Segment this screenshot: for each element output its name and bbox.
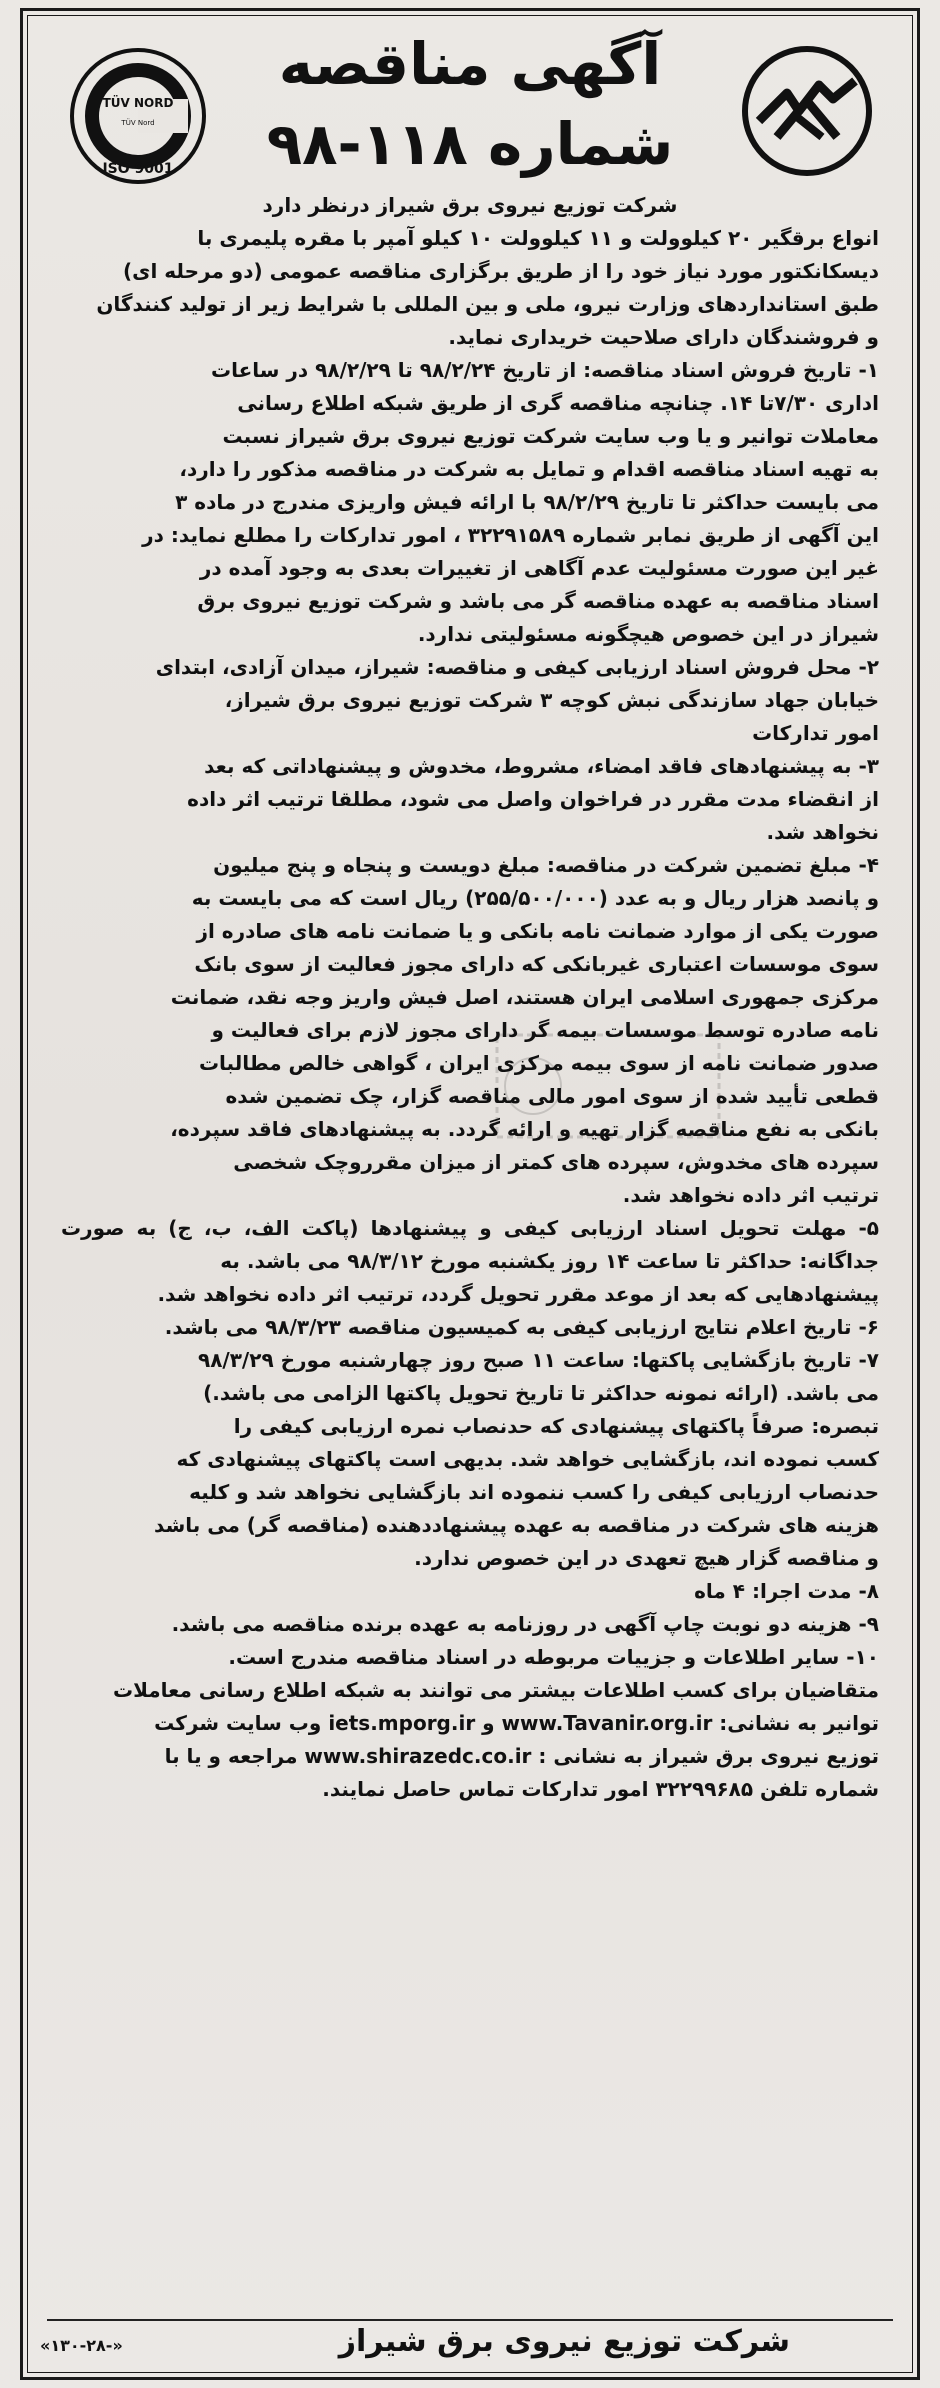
section-text: و مناقصه گزار هیچ تعهدی در این خصوص ندارد. xyxy=(414,1546,879,1570)
section-text: نخواهد شد. xyxy=(766,820,879,844)
section-line xyxy=(61,585,879,618)
iso-logo-top-text: TÜV NORD xyxy=(102,96,174,110)
section-line xyxy=(61,1641,879,1674)
section-line xyxy=(61,552,879,585)
section-heading: ۳- xyxy=(858,754,879,778)
section-line xyxy=(61,651,879,684)
intro-line: شرکت توزیع نیروی برق شیراز درنظر دارد xyxy=(262,193,678,217)
tavanir-logo-icon xyxy=(737,41,877,181)
section-line xyxy=(61,948,879,981)
section-text: خیابان جهاد سازندگی نبش کوچه ۳ شرکت توزیع نیروی برق شیراز، xyxy=(224,688,879,712)
section-heading: ۱۰- xyxy=(846,1645,879,1669)
section-heading: تبصره: xyxy=(811,1414,879,1438)
ad-body xyxy=(61,189,879,1806)
section-line xyxy=(61,750,879,783)
section-line xyxy=(61,618,879,651)
section-text: جداگانه: حداکثر تا ساعت ۱۴ روز یکشنبه مورخ ۹۸/۳/۱۲ می باشد. به xyxy=(220,1249,879,1273)
section-line xyxy=(61,1509,879,1542)
section-line xyxy=(61,1278,879,1311)
section-text: حدنصاب ارزیابی کیفی را کسب ننموده اند بازگشایی نخواهد شد و کلیه xyxy=(189,1480,879,1504)
section-text: صرفاً پاکتهای پیشنهادی که حدنصاب نمره ارزیابی کیفی را xyxy=(233,1414,805,1438)
section-line xyxy=(61,1377,879,1410)
ad-number: شماره ۱۱۸-۹۸ xyxy=(266,110,674,178)
section-line xyxy=(61,915,879,948)
ad-title: آگهی مناقصه xyxy=(278,30,662,98)
section-text: از تاریخ ۹۸/۲/۲۴ تا ۹۸/۲/۲۹ در ساعات xyxy=(211,358,577,382)
section-line xyxy=(61,1113,879,1146)
intro-line: دیسکانکتور مورد نیاز خود را از طریق برگزاری مناقصه عمومی (دو مرحله ای) xyxy=(123,259,879,283)
section-heading: ۲- محل فروش اسناد ارزیابی کیفی و مناقصه: xyxy=(426,655,879,679)
section-text: مبلغ دویست و پنجاه و پنج میلیون xyxy=(213,853,540,877)
section-text: سایر اطلاعات و جزییات مربوطه در اسناد مناقصه مندرج است. xyxy=(228,1645,840,1669)
section-heading: ۹- xyxy=(858,1612,879,1636)
section-text: و پانصد هزار ریال و به عدد (۲۵۵/۵۰۰/۰۰۰) ریال است که می بایست به xyxy=(191,886,879,910)
closing-line: شماره تلفن ۳۲۲۹۹۶۸۵ امور تدارکات تماس حاصل نمایند. xyxy=(322,1777,879,1801)
sections-list xyxy=(61,354,879,1674)
section-line xyxy=(61,1443,879,1476)
intro-line: و فروشندگان دارای صلاحیت خریداری نماید. xyxy=(448,325,879,349)
section-line xyxy=(61,1476,879,1509)
section-text: ساعت ۱۱ صبح روز چهارشنبه مورخ ۹۸/۳/۲۹ xyxy=(198,1348,625,1372)
section-line xyxy=(61,1212,879,1278)
section-text: شیراز در این خصوص هیچگونه مسئولیتی ندارد. xyxy=(417,622,879,646)
section-line xyxy=(61,1080,879,1113)
section-line xyxy=(61,1344,879,1377)
section-line xyxy=(61,849,879,882)
closing-line: توزیع نیروی برق شیراز به نشانی : www.shirazedc.co.ir مراجعه و یا با xyxy=(164,1744,879,1768)
section-text: به تهیه اسناد مناقصه اقدام و تمایل به شرکت در مناقصه مذکور را دارد، xyxy=(179,457,879,481)
section-text: از انقضاء مدت مقرر در فراخوان واصل می شود، مطلقا ترتیب اثر داده xyxy=(187,787,879,811)
section-text: کسب نموده اند، بازگشایی خواهد شد. بدیهی است پاکتهای پیشنهادی که xyxy=(176,1447,879,1471)
section-text: ترتیب اثر داده نخواهد شد. xyxy=(622,1183,879,1207)
section-line xyxy=(61,486,879,519)
section-line xyxy=(61,1146,879,1179)
section-line xyxy=(61,1608,879,1641)
section-text: بانکی به نفع مناقصه گزار تهیه و ارائه گردد. به پیشنهادهای فاقد سپرده، xyxy=(170,1117,879,1141)
section-text: پیشنهادهایی که بعد از موعد مقرر تحویل گردد، ترتیب اثر داده نخواهد شد. xyxy=(157,1282,879,1306)
section-text: مرکزی جمهوری اسلامی ایران هستند، اصل فیش واریز وجه نقد، ضمانت xyxy=(170,985,879,1009)
section-text: غیر این صورت مسئولیت عدم آگاهی از تغییرات بعدی به وجود آمده در xyxy=(199,556,879,580)
section-text: اسناد مناقصه به عهده مناقصه گر می باشد و شرکت توزیع نیروی برق xyxy=(197,589,879,613)
section-text: سپرده های مخدوش، سپرده های کمتر از میزان مقرروچک شخصی xyxy=(233,1150,879,1174)
section-text: ۴ ماه xyxy=(694,1579,745,1603)
section-text: صدور ضمانت نامه از سوی بیمه مرکزی ایران ، گواهی خالص مطالبات xyxy=(198,1051,879,1075)
section-heading: ۱- تاریخ فروش اسناد مناقصه: xyxy=(583,358,879,382)
section-text: سوی موسسات اعتباری غیربانکی که دارای مجوز فعالیت از سوی بانک xyxy=(194,952,879,976)
iso-logo-bottom-text: ISO 9001 xyxy=(102,161,174,177)
section-line xyxy=(61,717,879,750)
section-line xyxy=(61,1410,879,1443)
closing-line: متقاضیان برای کسب اطلاعات بیشتر می توانند به شبکه اطلاع رسانی معاملات xyxy=(113,1678,879,1702)
intro-line: انواع برقگیر ۲۰ کیلوولت و ۱۱ کیلوولت ۱۰ کیلو آمپر با مقره پلیمری با xyxy=(197,226,879,250)
section-line xyxy=(61,420,879,453)
section-text: این آگهی از طریق نمابر شماره ۳۲۲۹۱۵۸۹ ، امور تدارکات را مطلع نماید: در xyxy=(142,523,879,547)
section-line xyxy=(61,354,879,387)
section-text: هزینه های شرکت در مناقصه به عهده پیشنهاددهنده (مناقصه گر) می باشد xyxy=(154,1513,879,1537)
section-text: امور تدارکات xyxy=(752,721,879,745)
section-text: می باشد. (ارائه نمونه حداکثر تا تاریخ تحویل پاکتها الزامی می باشد.) xyxy=(203,1381,879,1405)
section-text: اداری ۷/۳۰تا ۱۴. چنانچه مناقصه گری از طریق شبکه اطلاع رسانی xyxy=(237,391,879,415)
section-line xyxy=(61,1047,879,1080)
section-line xyxy=(61,387,879,420)
section-line xyxy=(61,519,879,552)
section-line xyxy=(61,684,879,717)
section-text: تاریخ اعلام نتایج ارزیابی کیفی به کمیسیون مناقصه ۹۸/۳/۲۳ می باشد. xyxy=(164,1315,852,1339)
footer-code: «۱۳۰-۲۸-» xyxy=(40,2336,123,2355)
section-line xyxy=(61,1575,879,1608)
section-line xyxy=(61,1179,879,1212)
section-text: صورت یکی از موارد ضمانت نامه بانکی و یا ضمانت نامه های صادره از xyxy=(196,919,879,943)
closing-line: توانیر به نشانی: www.Tavanir.org.ir و iets.mporg.ir وب سایت شرکت xyxy=(154,1711,879,1735)
section-line xyxy=(61,1542,879,1575)
section-text: نامه صادره توسط موسسات بیمه گر دارای مجوز لازم برای فعالیت و xyxy=(211,1018,879,1042)
section-line xyxy=(61,453,879,486)
section-line xyxy=(61,882,879,915)
section-line xyxy=(61,1311,879,1344)
ad-frame xyxy=(20,8,920,2380)
section-line xyxy=(61,981,879,1014)
section-heading: ۴- مبلغ تضمین شرکت در مناقصه: xyxy=(546,853,879,877)
intro-line: طبق استانداردهای وزارت نیرو، ملی و بین المللی با شرایط زیر از تولید کنندگان xyxy=(96,292,879,316)
section-text: می بایست حداکثر تا تاریخ ۹۸/۲/۲۹ با ارائه فیش واریزی مندرج در ماده ۳ xyxy=(175,490,879,514)
section-line xyxy=(61,816,879,849)
section-text: معاملات توانیر و یا وب سایت شرکت توزیع نیروی برق شیراز نسبت xyxy=(222,424,879,448)
section-text: شیراز، میدان آزادی، ابتدای xyxy=(155,655,420,679)
section-text: هزینه دو نوبت چاپ آگهی در روزنامه به عهده برنده مناقصه می باشد. xyxy=(171,1612,852,1636)
section-line xyxy=(61,1014,879,1047)
section-text: قطعی تأیید شده از سوی امور مالی مناقصه گزار، چک تضمین شده xyxy=(225,1084,879,1108)
section-heading: ۶- xyxy=(858,1315,879,1339)
iso-9001-logo-icon xyxy=(63,41,213,191)
section-heading: ۷- تاریخ بازگشایی پاکتها: xyxy=(631,1348,879,1372)
iso-logo-mid-text: TÜV Nord xyxy=(121,119,155,127)
section-text: به پیشنهادهای فاقد امضاء، مشروط، مخدوش و پیشنهاداتی که بعد xyxy=(204,754,852,778)
section-heading: ۵- مهلت تحویل اسناد ارزیابی کیفی و پیشنهادها (پاکت الف، ب، ج) به صورت xyxy=(61,1216,879,1240)
footer-company: شرکت توزیع نیروی برق شیراز xyxy=(338,2324,790,2359)
section-line xyxy=(61,783,879,816)
footer-divider xyxy=(47,2319,893,2321)
section-heading: ۸- مدت اجرا: xyxy=(751,1579,879,1603)
